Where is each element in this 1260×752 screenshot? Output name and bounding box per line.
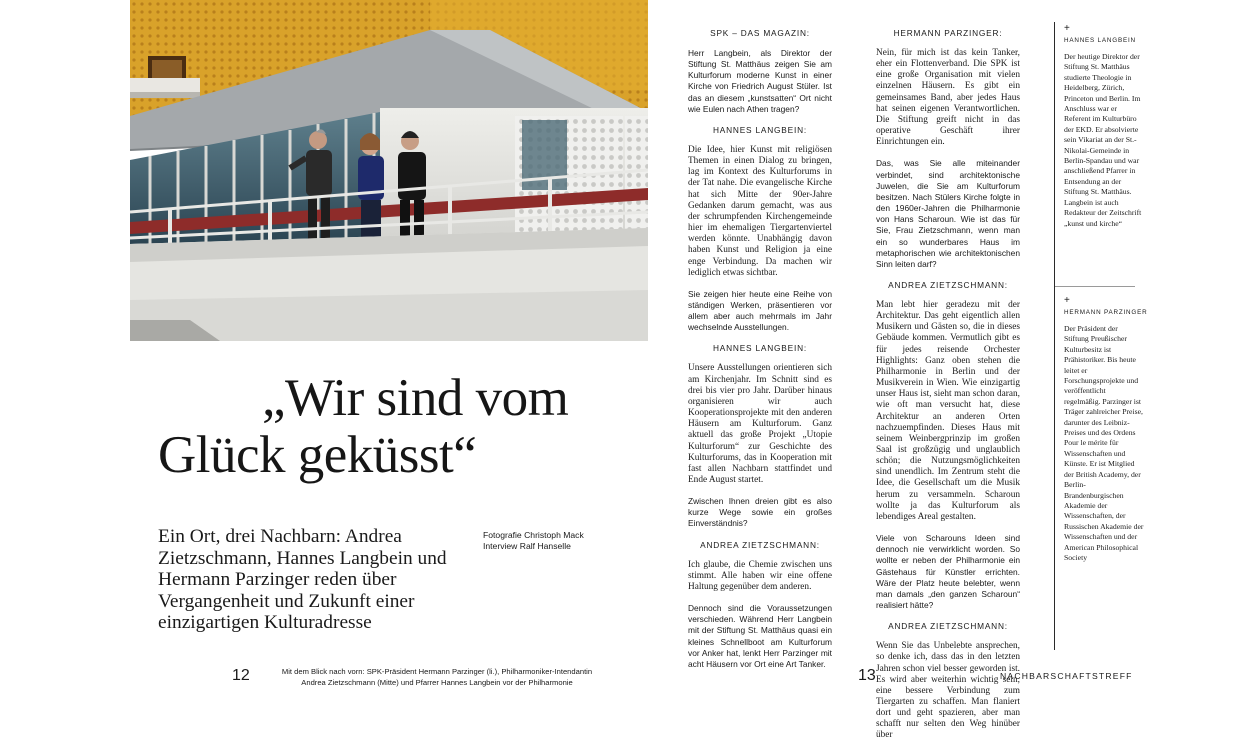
bio-separator xyxy=(1055,286,1135,287)
text-column-2 xyxy=(876,28,1020,752)
speaker-label: ANDREA ZIETZSCHMANN: xyxy=(700,539,820,550)
page-number-left: 12 xyxy=(232,667,250,684)
page-number-right: 13 xyxy=(858,667,876,684)
interview-question: Zwischen Ihnen dreien gibt es also kurze Wege sowie ein großes Einverständnis? xyxy=(688,496,832,529)
speaker-label: HANNES LANGBEIN: xyxy=(713,124,807,135)
caption-line-2: Andrea Zietzschmann (Mitte) und Pfarrer Hannes Langbein vor der Philharmonie xyxy=(301,677,573,687)
plus-icon: + xyxy=(1064,23,1070,34)
speaker-label: SPK – DAS MAGAZIN: xyxy=(710,28,810,38)
speaker-label: ANDREA ZIETZSCHMANN: xyxy=(888,279,1008,290)
text-column-1 xyxy=(688,28,832,680)
lead-paragraph: Ein Ort, drei Nachbarn: Andrea Zietzschmann, Hannes Langbein und Hermann Parzinger reden über Vergangenheit und Zukunft einer einzigartigen Kulturadresse xyxy=(158,526,447,634)
section-title: NACHBARSCHAFTSTREFF xyxy=(1000,671,1133,681)
interview-question: Das, was Sie alle miteinander verbindet, sind architektonische Juwelen, die Sie am Kulturforum besitzen. Nach Stülers Kirche folgte in den 1960er-Jahren die Philharmonie von Hans Scharoun. Wie ist das für Sie, Frau Zietzschmann, wenn man ein so wunderbares Haus im metaphorischen wie architektonischen Sinn leiten darf? xyxy=(876,158,1020,269)
interview-answer: Man lebt hier geradezu mit der Architektur. Das geht eigentlich allen Musikern und Gästen so, die in dieses Gebäude kommen. Vermutlich gibt es für jedes reisende Orchester Highlights: Ganz oben stehen die Philharmonie in Berlin und der Musikverein in Wien. Wie einzigartig unser Haus ist, sieht man schon daran, wie oft man versucht hat, diese Architektur an anderen Orten nachzuempfinden. Dieses Haus mit seinem Weinbergprinzip im großen Saal ist großzügig und unglaublich schön; die Nutzungsmöglichkeiten sind unendlich. Im Zentrum steht die Idee, die Gesellschaft um die Musik herum zu versammeln. Scharoun wollte ja das Kulturforum als lebendiges Areal gestalten. xyxy=(876,299,1020,522)
photo-caption xyxy=(272,667,602,688)
headline-line-2: Glück geküsst“ xyxy=(158,426,477,484)
interview-question: Viele von Scharouns Ideen sind dennoch nie verwirklicht worden. So wollte er neben der Philharmonie ein Gästehaus für Künstler errichten. Wäre der Platz heute belebter, wenn man damals „den ganzen Scharoun“ realisiert hätte? xyxy=(876,533,1020,611)
plus-icon: + xyxy=(1064,295,1070,306)
bio-name: HANNES LANGBEIN xyxy=(1064,37,1136,44)
speaker-label: HANNES LANGBEIN: xyxy=(713,343,807,354)
article-headline xyxy=(158,370,628,484)
interview-question: Herr Langbein, als Direktor der Stiftung St. Matthäus zeigen Sie am Kulturforum moderne Kunst in einer Kirche von Friedrich August Stüler. Ist das an diesem „kunstsatten“ Ort nicht wie Eulen nach Athen tragen? xyxy=(688,48,832,114)
interview-answer: Ich glaube, die Chemie zwischen uns stimmt. Alle haben wir eine offene Haltung gegenüber dem anderen. xyxy=(688,559,832,592)
bio-parzinger xyxy=(1064,295,1148,563)
caption-line-1: Mit dem Blick nach vorn: SPK-Präsident Hermann Parzinger (li.), Philharmoniker-Intendantin xyxy=(281,667,593,676)
interview-answer: Die Idee, hier Kunst mit religiösen Themen in einen Dialog zu bringen, lag im Kontext des Kulturforums in der Tat nahe. Die evangelische Kirche hat sich Mitte der 90er-Jahre Gedanken darum gemacht, was aus der schrumpfenden Kirchengemeinde hier im ehemaligen Tiergartenviertel werden könnte. Unabhängig davon haben Kunst und Religion ja eine enge Verbindung. Da machen wir lediglich etwas sichtbar. xyxy=(688,144,832,278)
speaker-label: HERMANN PARZINGER: xyxy=(893,28,1003,38)
interview-answer: Nein, für mich ist das kein Tanker, eher ein Flottenverband. Die SPK ist eine große Organisation mit vielen einzelnen Häusern. Es gibt ein gemeinsames Band, aber jedes Haus hat seinen eigenen Verantwortlichen. Die Stiftung greift nicht in das operative Geschäft ihrer Einrichtungen ein. xyxy=(876,48,1020,148)
bio-name: HERMANN PARZINGER xyxy=(1064,309,1148,316)
bio-text: Der Präsident der Stiftung Preußischer Kulturbesitz ist Prähistoriker. Bis heute leitet er Forschungsprojekte und veröffentlicht regelmäßig. Parzinger ist Träger zahlreicher Preise, darunter des Leibniz-Preises und des Ordens Pour le mérite für Wissenschaften und Künste. Er ist Mitglied der British Academy, der Berlin-Brandenburgischen Akademie der Wissenschaften, der Russischen Akademie der Wissenschaften und der American Philosophical Society xyxy=(1064,324,1144,562)
interview-answer: Unsere Ausstellungen orientieren sich am Kirchenjahr. Im Schnitt sind es drei bis vier pro Jahr. Darüber hinaus organisieren wir auch Kooperationsprojekte mit den anderen Häusern am Kulturforum. Ganz aktuell das große Projekt „Utopie Kulturforum“ zur Geschichte des Kulturforums, das in Kooperation mit fast allen Nachbarn stattfindet und Ende August startet. xyxy=(688,363,832,485)
bio-langbein xyxy=(1064,24,1144,229)
interview-answer: Wenn Sie das Unbelebte ansprechen, so denke ich, dass das in den letzten Jahren schon viel besser geworden ist. Es wird aber weiterhin wichtig sein, eine bessere Verbindung zum Tiergarten zu schaffen. Man flaniert dort und geht spazieren, aber man schafft nur selten den Weg hinüber über xyxy=(876,641,1020,741)
speaker-label: ANDREA ZIETZSCHMANN: xyxy=(888,621,1008,632)
balcony-photo-illustration xyxy=(130,0,648,341)
photo-credits xyxy=(483,530,643,553)
credit-photography: Fotografie Christoph Mack xyxy=(483,530,584,540)
interview-question: Sie zeigen hier heute eine Reihe von ständigen Werken, präsentieren vor allem aber auch mehrmals im Jahr wechselnde Ausstellungen. xyxy=(688,288,832,333)
bio-text: Der heutige Direktor der Stiftung St. Matthäus studierte Theologie in Heidelberg, Zürich, Princeton und Berlin. Im Anschluss war er Referent im Kulturbüro der EKD. Er absolvierte sein Vikariat an der St.-Nikolai-Gemeinde in Berlin-Spandau und war anschließend Pfarrer in Entsendung an der Stiftung St. Matthäus. Langbein ist auch Redakteur der Zeitschrift „kunst und kirche“ xyxy=(1064,52,1142,228)
headline-line-1: „Wir sind vom xyxy=(262,369,569,427)
credit-interview: Interview Ralf Hanselle xyxy=(483,541,571,552)
sidebar-divider xyxy=(1054,22,1055,650)
interview-question: Dennoch sind die Voraussetzungen verschieden. Während Herr Langbein mit der Stiftung St. Matthäus quasi ein kleines Schnellboot am Kulturforum vor Anker hat, lenkt Herr Parzinger mit acht Häusern vor Ort eine Art Tanker. xyxy=(688,603,832,669)
hero-photo xyxy=(130,0,648,341)
